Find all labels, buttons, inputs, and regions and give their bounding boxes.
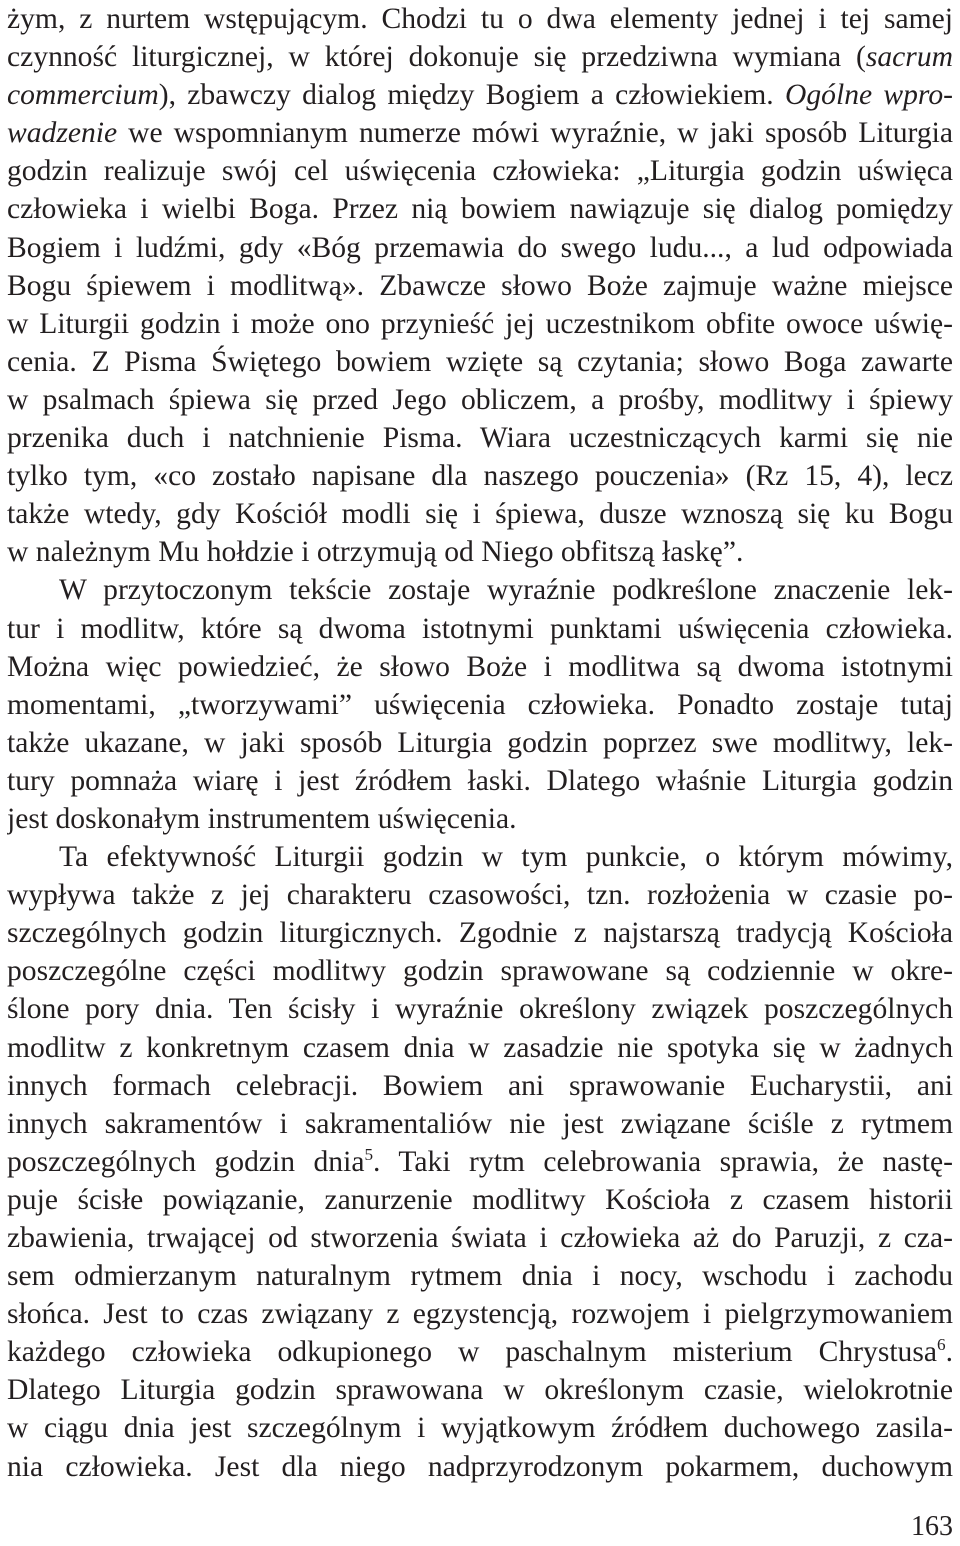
text-line: tylko tym, «co zostało napisane dla naszego pouczenia» (Rz 15, 4), lecz — [7, 460, 953, 493]
text-segment: wadzenie we wspomnianym numerze mówi wyraźnie, w jaki sposób Liturgia — [7, 117, 953, 150]
text-line: nia człowieka. Jest dla niego nadprzyrodzonym pokarmem, duchowym — [7, 1450, 953, 1483]
text-line: także ukazane, w jaki sposób Liturgia godzin poprzez swe modlitwy, lek- — [7, 726, 953, 759]
text-segment: poszczególnych godzin dnia — [7, 1145, 365, 1178]
page-number: 163 — [911, 1511, 953, 1542]
text-line: innych formach celebracji. Bowiem ani sprawowanie Eucharystii, ani — [7, 1069, 953, 1102]
text-line: Ta efektywność Liturgii godzin w tym punkcie, o którym mówimy, — [59, 841, 953, 874]
text-line: w należnym Mu hołdzie i otrzymują od Niego obfitszą łaskę”. — [7, 536, 744, 569]
text-line: sem odmierzanym naturalnym rytmem dnia i nocy, wschodu i zachodu — [7, 1260, 953, 1293]
text-line: zbawienia, trwającej od stworzenia świata i człowieka aż do Paruzji, z cza- — [7, 1222, 953, 1254]
text-line: w Liturgii godzin i może ono przynieść jej uczestnikom obfite owoce uświę- — [7, 307, 953, 340]
text-segment: czynność liturgicznej, w której dokonuje się przedziwna wymiana (sacrum — [7, 41, 953, 74]
footnote-marker: 6 — [937, 1335, 946, 1355]
text-line: W przytoczonym tekście zostaje wyraźnie podkreślone znaczenie lek- — [59, 574, 953, 607]
text-line: w ciągu dnia jest szczególnym i wyjątkowym źródłem duchowego zasila- — [7, 1412, 953, 1445]
text-line: tury pomnaża wiarę i jest źródłem łaski. Dlatego właśnie Liturgia godzin — [7, 764, 953, 797]
text-line: przenika duch i natchnienie Pisma. Wiara uczestniczących karmi się nie — [7, 422, 953, 455]
text-line: szczególnych godzin liturgicznych. Zgodnie z najstarszą tradycją Kościoła — [7, 917, 953, 950]
text-line — [7, 38, 953, 76]
text-line: jest doskonałym instrumentem uświęcenia. — [7, 802, 517, 835]
text-line: Dlatego Liturgia godzin sprawowana w określonym czasie, wielokrotnie — [7, 1374, 953, 1407]
text-line: momentami, „tworzywami” uświęcenia człowieka. Ponadto zostaje tutaj — [7, 688, 953, 721]
text-line — [7, 114, 953, 152]
text-line: także wtedy, gdy Kościół modli się i śpiewa, dusze wznoszą się ku Bogu — [7, 498, 953, 531]
footnote-marker: 5 — [364, 1144, 374, 1164]
text-line: Można więc powiedzieć, że słowo Boże i modlitwa są dwoma istotnymi — [7, 650, 953, 683]
text-segment: . — [945, 1336, 953, 1369]
text-line: cenia. Z Pisma Świętego bowiem wzięte są czytania; słowo Boga zawarte — [7, 345, 953, 378]
text-line: wypływa także z jej charakteru czasowości, tzn. rozłożenia w czasie po- — [7, 879, 953, 912]
text-segment: każdego człowieka odkupionego w paschalnym misterium Chrystusa — [7, 1336, 938, 1369]
text-line — [7, 1333, 953, 1371]
text-line — [7, 76, 953, 114]
text-line: w psalmach śpiewa się przed Jego obliczem, a prośby, modlitwy i śpiewy — [7, 383, 953, 416]
text-line: żym, z nurtem wstępującym. Chodzi tu o dwa elementy jednej i tej samej — [7, 3, 953, 35]
text-line: tur i modlitw, które są dwoma istotnymi punktami uświęcenia człowieka. — [7, 612, 953, 645]
text-line: innych sakramentów i sakramentaliów nie jest związane ściśle z rytmem — [7, 1107, 953, 1140]
body-text — [7, 0, 953, 1486]
text-line: Bogu śpiewem i modlitwą». Zbawcze słowo Boże zajmuje ważne miejsce — [7, 269, 953, 302]
text-line — [7, 1143, 953, 1181]
text-line: słońca. Jest to czas związany z egzystencją, rozwojem i pielgrzymowaniem — [7, 1298, 953, 1331]
text-line: ślone pory dnia. Ten ścisły i wyraźnie określony związek poszczególnych — [7, 993, 953, 1026]
text-line: Bogiem i ludźmi, gdy «Bóg przemawia do swego ludu..., a lud odpowiada — [7, 231, 953, 264]
text-line: poszczególne części modlitwy godzin sprawowane są codziennie w okre- — [7, 955, 953, 988]
text-segment: commercium), zbawczy dialog między Bogiem a człowiekiem. Ogólne wpro- — [7, 79, 953, 112]
text-line: człowieka i wielbi Boga. Przez nią bowiem nawiązuje się dialog pomiędzy — [7, 193, 953, 226]
text-segment: . Taki rytm celebrowania sprawia, że nastę- — [373, 1145, 953, 1178]
text-line: puje ścisłe powiązanie, zanurzenie modlitwy Kościoła z czasem historii — [7, 1183, 953, 1216]
text-line: modlitw z konkretnym czasem dnia w zasadzie nie spotyka się w żadnych — [7, 1031, 953, 1064]
text-line: godzin realizuje swój cel uświęcenia człowieka: „Liturgia godzin uświęca — [7, 155, 953, 188]
